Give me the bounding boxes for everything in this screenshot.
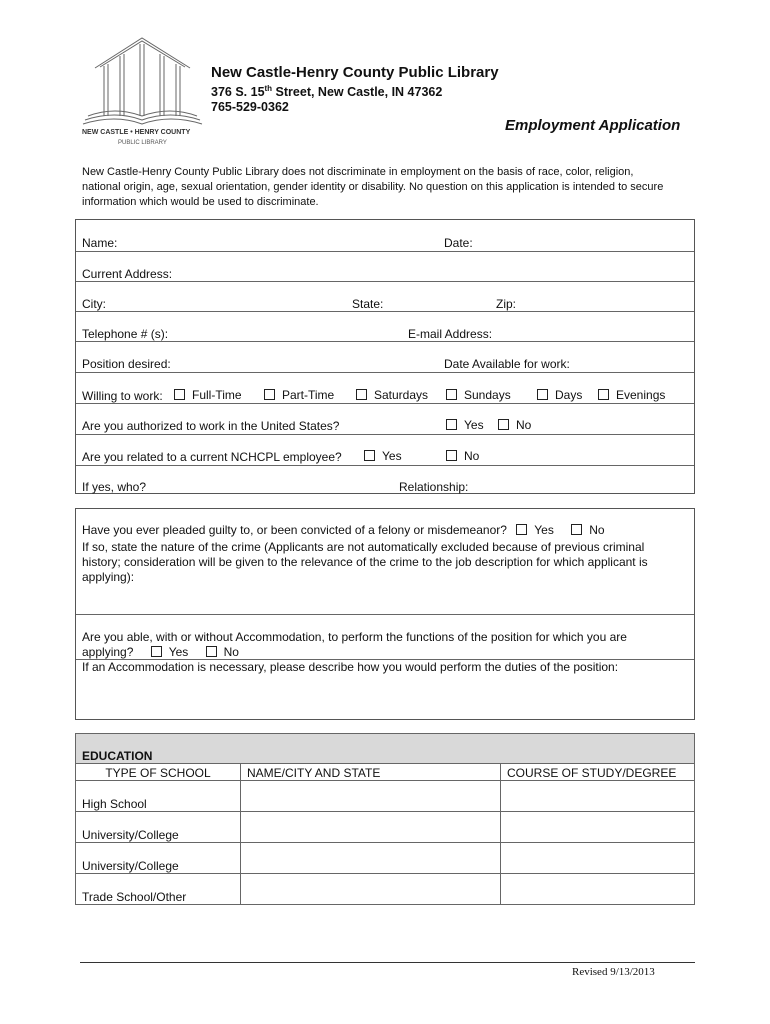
checkbox[interactable] xyxy=(537,389,548,400)
felony-question-text: Have you ever pleaded guilty to, or been convicted of a felony or misdemeanor? xyxy=(82,523,507,537)
checkbox[interactable] xyxy=(356,389,367,400)
option-saturdays[interactable] xyxy=(356,388,428,402)
related-yes[interactable] xyxy=(364,449,402,463)
checkbox[interactable] xyxy=(498,419,509,430)
address-label: Current Address: xyxy=(82,267,173,281)
library-name: New Castle-Henry County Public Library xyxy=(211,64,499,81)
personal-info-section xyxy=(75,219,695,494)
row-willing xyxy=(76,372,694,404)
option-label: Yes xyxy=(168,645,189,659)
related-no[interactable] xyxy=(446,449,479,463)
course-field[interactable] xyxy=(501,812,695,843)
option-label: Sundays xyxy=(464,388,511,402)
accommodation-question: Are you able, with or without Accommodation, to perform the functions of the position for which you are xyxy=(82,630,627,644)
option-label: Yes xyxy=(382,449,402,463)
checkbox[interactable] xyxy=(446,450,457,461)
school-name-field[interactable] xyxy=(241,843,501,874)
school-name-field[interactable] xyxy=(241,874,501,905)
accommodation-detail: If an Accommodation is necessary, please describe how you would perform the duties of the position: xyxy=(82,660,619,674)
row-telephone xyxy=(76,311,694,342)
school-name-field[interactable] xyxy=(241,781,501,812)
row-authorized xyxy=(76,403,694,435)
option-label: Saturdays xyxy=(374,388,429,402)
logo-text-top: NEW CASTLE • HENRY COUNTY xyxy=(82,129,191,136)
row-city xyxy=(76,281,694,312)
table-row xyxy=(76,843,695,874)
felony-question xyxy=(82,523,605,538)
address-number: 376 S. 15 xyxy=(211,85,265,100)
checkbox[interactable] xyxy=(571,524,582,535)
option-label: Evenings xyxy=(616,388,666,402)
telephone-label: Telephone # (s): xyxy=(82,327,169,341)
option-label: Full-Time xyxy=(192,388,242,402)
option-days[interactable] xyxy=(537,388,582,402)
school-type: University/College xyxy=(76,843,241,874)
city-label: City: xyxy=(82,297,106,311)
nondiscrimination-notice xyxy=(82,165,702,210)
checkbox[interactable] xyxy=(364,450,375,461)
notice-line: information which would be used to discriminate. xyxy=(82,196,319,208)
logo-text-bottom: PUBLIC LIBRARY xyxy=(118,140,167,146)
table-row xyxy=(76,874,695,905)
accommodation-question-block xyxy=(76,614,694,660)
felony-detail-line: applying): xyxy=(82,570,135,584)
education-title-row xyxy=(76,734,695,764)
table-row xyxy=(76,781,695,812)
option-sundays[interactable] xyxy=(446,388,511,402)
row-if-yes xyxy=(76,465,694,495)
school-type: High School xyxy=(76,781,241,812)
email-label: E-mail Address: xyxy=(408,327,493,341)
notice-line: New Castle-Henry County Public Library does not discriminate in employment on the basis of race, color, religion, xyxy=(82,166,634,178)
course-field[interactable] xyxy=(501,781,695,812)
row-related xyxy=(76,434,694,466)
related-label: Are you related to a current NCHCPL employee? xyxy=(82,450,342,464)
option-evenings[interactable] xyxy=(598,388,665,402)
checkbox[interactable] xyxy=(264,389,275,400)
col-type-of-school: TYPE OF SCHOOL xyxy=(76,764,241,781)
table-row xyxy=(76,812,695,843)
option-label: No xyxy=(223,645,239,659)
notice-line: national origin, age, sexual orientation, gender identity or disability. No question on this application is intended to secure xyxy=(82,181,664,193)
relationship-label: Relationship: xyxy=(399,480,469,494)
checkbox[interactable] xyxy=(151,646,162,657)
footer-divider xyxy=(80,962,695,963)
library-phone: 765-529-0362 xyxy=(211,100,289,114)
school-type: Trade School/Other xyxy=(76,874,241,905)
option-label: No xyxy=(464,449,480,463)
state-label: State: xyxy=(352,297,384,311)
col-name-city-state: NAME/CITY AND STATE xyxy=(241,764,501,781)
option-part-time[interactable] xyxy=(264,388,334,402)
form-title: Employment Application xyxy=(505,117,681,134)
row-address xyxy=(76,251,694,282)
course-field[interactable] xyxy=(501,843,695,874)
checkbox[interactable] xyxy=(446,389,457,400)
option-label: Yes xyxy=(534,523,554,537)
library-logo xyxy=(80,36,205,151)
accommodation-no[interactable] xyxy=(206,645,239,659)
education-header-row xyxy=(76,764,695,781)
revised-date: Revised 9/13/2013 xyxy=(572,966,655,978)
row-position xyxy=(76,341,694,373)
education-title: EDUCATION xyxy=(76,734,695,764)
authorized-label: Are you authorized to work in the United States? xyxy=(82,419,340,433)
felony-yes[interactable] xyxy=(516,523,554,537)
checkbox[interactable] xyxy=(598,389,609,400)
col-course-of-study: COURSE OF STUDY/DEGREE xyxy=(501,764,695,781)
authorized-yes[interactable] xyxy=(446,418,484,432)
questions-section xyxy=(75,508,695,720)
felony-detail-line: If so, state the nature of the crime (Applicants are not automatically excluded because of previous criminal xyxy=(82,540,645,554)
course-field[interactable] xyxy=(501,874,695,905)
date-available-label: Date Available for work: xyxy=(444,357,570,371)
library-address xyxy=(211,84,442,99)
option-label: Yes xyxy=(464,418,484,432)
position-label: Position desired: xyxy=(82,357,171,371)
checkbox[interactable] xyxy=(516,524,527,535)
if-yes-who-label: If yes, who? xyxy=(82,480,147,494)
date-label: Date: xyxy=(444,236,473,250)
accommodation-question-text: applying? xyxy=(82,645,134,659)
willing-label: Willing to work: xyxy=(82,389,163,403)
option-label: Days xyxy=(555,388,583,402)
felony-no[interactable] xyxy=(571,523,604,537)
name-label: Name: xyxy=(82,236,118,250)
option-label: No xyxy=(589,523,605,537)
option-label: No xyxy=(516,418,532,432)
accommodation-question-line2 xyxy=(82,645,239,660)
felony-detail-line: history; consideration will be given to the relevance of the crime to the job description for which applicant is xyxy=(82,555,648,569)
checkbox[interactable] xyxy=(174,389,185,400)
accommodation-detail-block xyxy=(76,659,694,721)
option-full-time[interactable] xyxy=(174,388,242,402)
education-table xyxy=(75,733,695,905)
checkbox[interactable] xyxy=(446,419,457,430)
address-rest: Street, New Castle, IN 47362 xyxy=(272,85,443,100)
felony-question-block xyxy=(76,509,694,614)
accommodation-yes[interactable] xyxy=(151,645,189,659)
zip-label: Zip: xyxy=(496,297,517,311)
school-name-field[interactable] xyxy=(241,812,501,843)
row-name-date xyxy=(76,220,694,251)
school-type: University/College xyxy=(76,812,241,843)
option-label: Part-Time xyxy=(282,388,335,402)
authorized-no[interactable] xyxy=(498,418,531,432)
address-sup: th xyxy=(264,84,273,93)
checkbox[interactable] xyxy=(206,646,217,657)
